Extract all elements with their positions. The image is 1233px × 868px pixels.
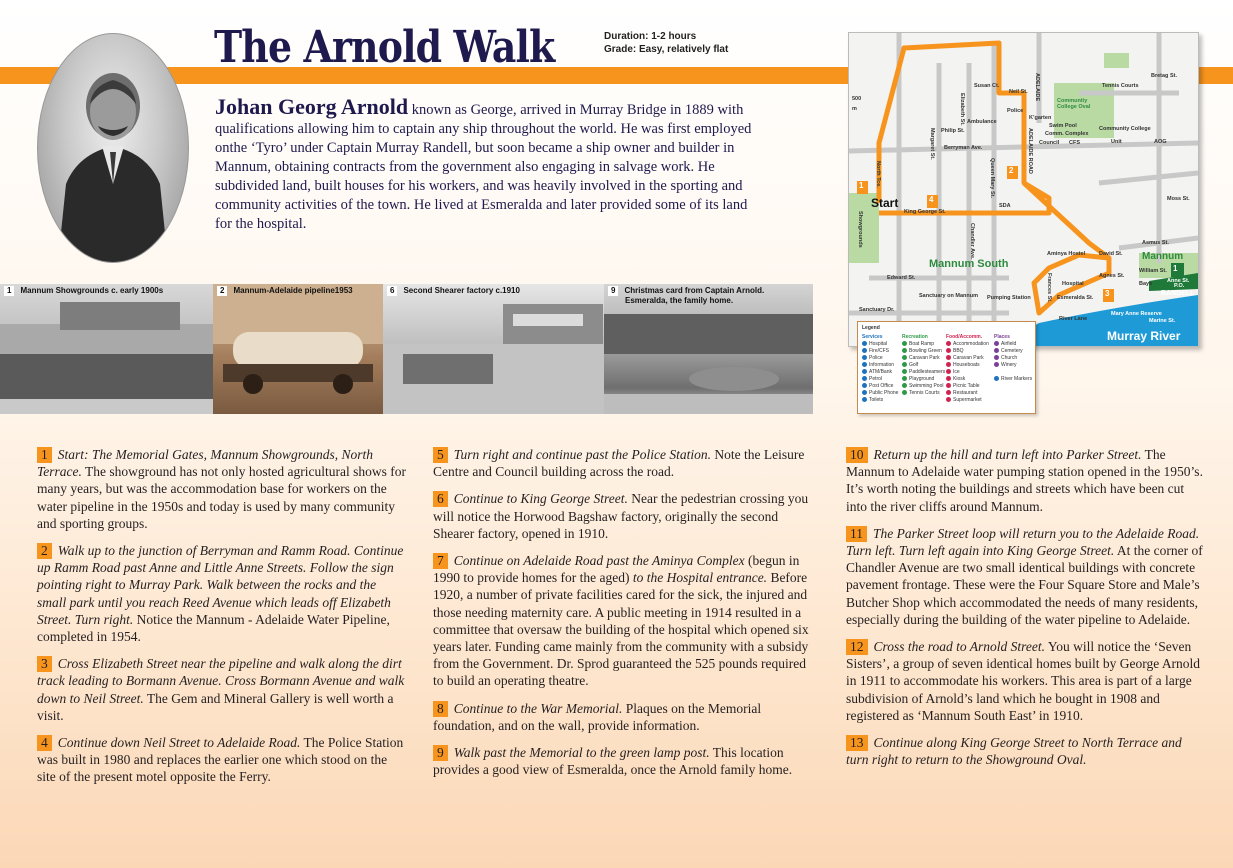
portrait-illustration [38, 34, 188, 262]
photo-caption: 9 Christmas card from Captain Arnold. Esmeralda, the family home. [608, 286, 764, 306]
map-num-1: 1 [859, 181, 864, 190]
map-start-label: Start [871, 196, 899, 210]
step-2: 2 Walk up to the junction of Berryman and Ramm Road. Continue up Ramm Road past Anne and Little Anne Streets. Follow the sign pointing right to Murray Park. Walk between the rocks and the small park until you reach Reed Avenue which leads off Elizabeth Street. Turn right. Notice the Mannum - Adelaide Water Pipeline, completed in 1954. [37, 543, 404, 645]
map-margaret-st: Margaret St. [929, 128, 935, 160]
photo-caption: 1 Mannum Showgrounds c. early 1900s [4, 286, 163, 296]
map-mannum-south-label: Mannum South [929, 258, 1009, 270]
map-north-tce: North Tce. [875, 161, 881, 188]
walk-meta [604, 30, 728, 56]
map-pumping: Pumping Station [987, 295, 1031, 301]
map-susan-ct: Susan Ct. [974, 83, 1000, 89]
map-bays: Bays [1139, 281, 1153, 287]
map-aminya: Aminya Hostel [1047, 251, 1086, 257]
map-frances-st: Frances St. [1046, 273, 1052, 303]
map-river-label: Murray River [1107, 329, 1181, 343]
photo-pipeline [213, 284, 383, 414]
map-sanctuary: Sanctuary on Mannum [919, 293, 978, 299]
map-adelaide: ADELAIDE [1034, 73, 1040, 102]
showgrounds-image [0, 284, 213, 414]
pipeline-image [213, 284, 383, 414]
map-chandler-ave: Chandler Ave. [969, 223, 975, 260]
map-council: Council [1039, 140, 1060, 146]
step-11: 11 The Parker Street loop will return you to the Adelaide Road. Turn left. Turn left again into King George Street. At the corner of Chandler Avenue are two small identical buildings with concrete pavement frontage. These were the Four Square Store and Male’s Butcher Shop which accommodated the needs of many residents, especially during the building of the water pipeline to Adelaide. [846, 525, 1203, 627]
step-12: 12 Cross the road to Arnold Street. You will notice the ‘Seven Sisters’, a group of seven identical homes built by George Arnold in 1911 to accommodate his workers. This area is part of a large subdivision of Arnold’s land which he bought in 1908 and registered as ‘Mannum South East’ in 1910. [846, 639, 1201, 723]
intro-paragraph [215, 94, 755, 234]
map-cfs: CFS [1069, 140, 1080, 146]
map-scale-unit: m [852, 106, 857, 112]
map-po: P.O. [1174, 283, 1185, 289]
map-scale: 500 [852, 96, 862, 102]
step-1: 1 Start: The Memorial Gates, Mannum Showgrounds, North Terrace. The showground has not only hosted agricultural shows for many years, but was the accommodation base for workers on the water pipeline in the 1950s and today is used by many community and sporting groups. [37, 447, 406, 531]
step-8: 8 Continue to the War Memorial. Plaques on the Memorial foundation, and on the wall, provide information. [433, 700, 762, 733]
walk-map [848, 32, 1199, 347]
map-aog: AOG [1154, 139, 1167, 145]
photo-strip [0, 284, 813, 414]
map-num-4: 4 [929, 195, 934, 204]
map-elizabeth-st: Elizabeth St. [959, 93, 965, 126]
map-moss-st: Moss St. [1167, 196, 1190, 202]
map-kgarten: K’garten [1029, 115, 1052, 121]
map-bretag-st: Bretag St. [1151, 73, 1177, 79]
map-asmus-st: Asmus St. [1142, 240, 1169, 246]
map-philip-st: Philip St. [941, 128, 965, 134]
map-sda: SDA [999, 203, 1011, 209]
step-6: 6 Continue to King George Street. Near the pedestrian crossing you will notice the Horwood Bagshaw factory, originally the second Shearer factory, opened in 1910. [433, 491, 809, 541]
factory-image [383, 284, 604, 414]
photo-christmas-card [604, 284, 813, 414]
map-swim-pool: Swim Pool [1049, 123, 1077, 129]
photo-caption: 6 Second Shearer factory c.1910 [387, 286, 520, 296]
map-neil-st: Neil St. [1009, 89, 1028, 95]
map-num-2: 2 [1009, 166, 1014, 175]
portrait-photo [37, 33, 189, 263]
map-num-3: 3 [1105, 289, 1110, 298]
map-community-oval: Community College Oval [1057, 98, 1091, 110]
legend-col-recreation: Recreation Boat Ramp Bowling Green Caravan Park Golf Paddlesteamers Playground Swimming Pool Tennis Courts [902, 334, 946, 396]
legend-col-services: Services Hospital Fire/CFS Police Information ATM/Bank Petrol Post Office Public Phone Toilets [862, 334, 899, 403]
duration: Duration: 1-2 hours [604, 31, 697, 42]
step-7: 7 Continue on Adelaide Road past the Aminya Complex (begun in 1990 to provide homes for the aged) to the Hospital entrance. Before 1920, a number of private facilities cared for the sick, the injured and those needing maternity care. A public meeting in 1914 resulted in a committee that oversaw the building of the hospital which opened six years later. Funding came mainly from the community with a subsidy from the Government. Dr. Sprod guaranteed the 525 pounds required to build an operating theatre. [433, 553, 809, 689]
map-edward-st: Edward St. [887, 275, 916, 281]
intro-text: known as George, arrived in Murray Bridge in 1889 with qualifications allowing him to captain any ship throughout the world. He was first employed onthe ‘Tyro’ under Captain Murray Randell, but soon became a ship owner and builder in Mannum, obtaining contracts from the government also engaging in salvage work. He subdivided land, built houses for his workers, and was heavily involved in the sporting and community activities of the town. He lived at Esmeralda and later provided some of its land for the hospital. [215, 102, 752, 232]
map-comm-complex: Comm. Complex [1045, 131, 1089, 137]
map-berryman: Berryman Ave. [944, 145, 983, 151]
map-unit: Unit [1111, 139, 1122, 145]
step-4: 4 Continue down Neil Street to Adelaide Road. The Police Station was built in 1980 and replaces the earlier one which stood on the site of the present motel opposite the Ferry. [37, 735, 404, 785]
step-3: 3 Cross Elizabeth Street near the pipeline and walk along the dirt track leading to Bormann Avenue. Cross Bormann Avenue and walk down to Neil Street. The Gem and Mineral Gallery is well worth a visit. [37, 656, 405, 723]
map-anne-st: Anne St. [1167, 278, 1190, 284]
map-sanctuary-dr: Sanctuary Dr. [859, 307, 895, 313]
map-queen-mary: Queen Mary St. [989, 158, 995, 199]
legend-col-food: Food/Accomm. Accommodation BBQ Caravan Park Houseboats Ice Kiosk Picnic Table Restaurant Supermarket [946, 334, 989, 403]
map-tennis: Tennis Courts [1102, 83, 1139, 89]
step-9: 9 Walk past the Memorial to the green lamp post. This location provides a good view of Esmeralda, once the Arnold family home. [433, 745, 793, 778]
map-num-mannum: 1 [1173, 264, 1178, 273]
page-title: The Arnold Walk [214, 22, 555, 73]
map-legend [857, 321, 1036, 414]
map-mannum-label: Mannum [1142, 251, 1184, 262]
map-marine-st: Marine St. [1149, 318, 1176, 324]
step-13: 13 Continue along King George Street to North Terrace and turn right to return to the Showground Oval. [846, 735, 1182, 768]
map-police: Police [1007, 108, 1024, 114]
map-mary-ann: Mary Anne Reserve [1111, 311, 1162, 317]
map-william-st: William St. [1139, 268, 1167, 274]
map-randell-label: RANDELL [1161, 290, 1195, 297]
map-agnes-st: Agnes St. [1099, 273, 1125, 279]
photo-caption: 2 Mannum-Adelaide pipeline1953 [217, 286, 353, 296]
photo-shearer-factory [383, 284, 604, 414]
map-esmeralda: Esmeralda St. [1057, 295, 1094, 301]
map-community-college: Community College [1099, 126, 1151, 132]
legend-title: Legend [862, 325, 880, 331]
legend-col-places: Places Airfield Cemetery Church Winery River Markers [994, 334, 1033, 382]
map-king-george: King George St. [904, 209, 946, 215]
map-showgrounds: Showgrounds [857, 211, 863, 248]
map-river-lane: River Lane [1059, 316, 1088, 322]
map-adelaide-road: ADELAIDE ROAD [1027, 128, 1033, 174]
map-david-st: David St. [1099, 251, 1123, 257]
intro-name: Johan Georg Arnold [215, 94, 409, 119]
map-hospital: Hospital [1062, 281, 1084, 287]
step-10: 10 Return up the hill and turn left into Parker Street. The Mannum to Adelaide water pumping station opened in the 1950’s. It’s worth noting the buildings and streets which have been cut into the river cliffs around Mannum. [846, 447, 1203, 514]
step-5: 5 Turn right and continue past the Police Station. Note the Leisure Centre and Council building across the road. [433, 447, 805, 480]
map-ambulance: Ambulance [967, 119, 997, 125]
grade: Grade: Easy, relatively flat [604, 44, 729, 55]
steps-column-1 [37, 446, 407, 796]
steps-column-2 [433, 446, 813, 788]
photo-showgrounds [0, 284, 213, 414]
steps-column-3 [846, 446, 1206, 778]
